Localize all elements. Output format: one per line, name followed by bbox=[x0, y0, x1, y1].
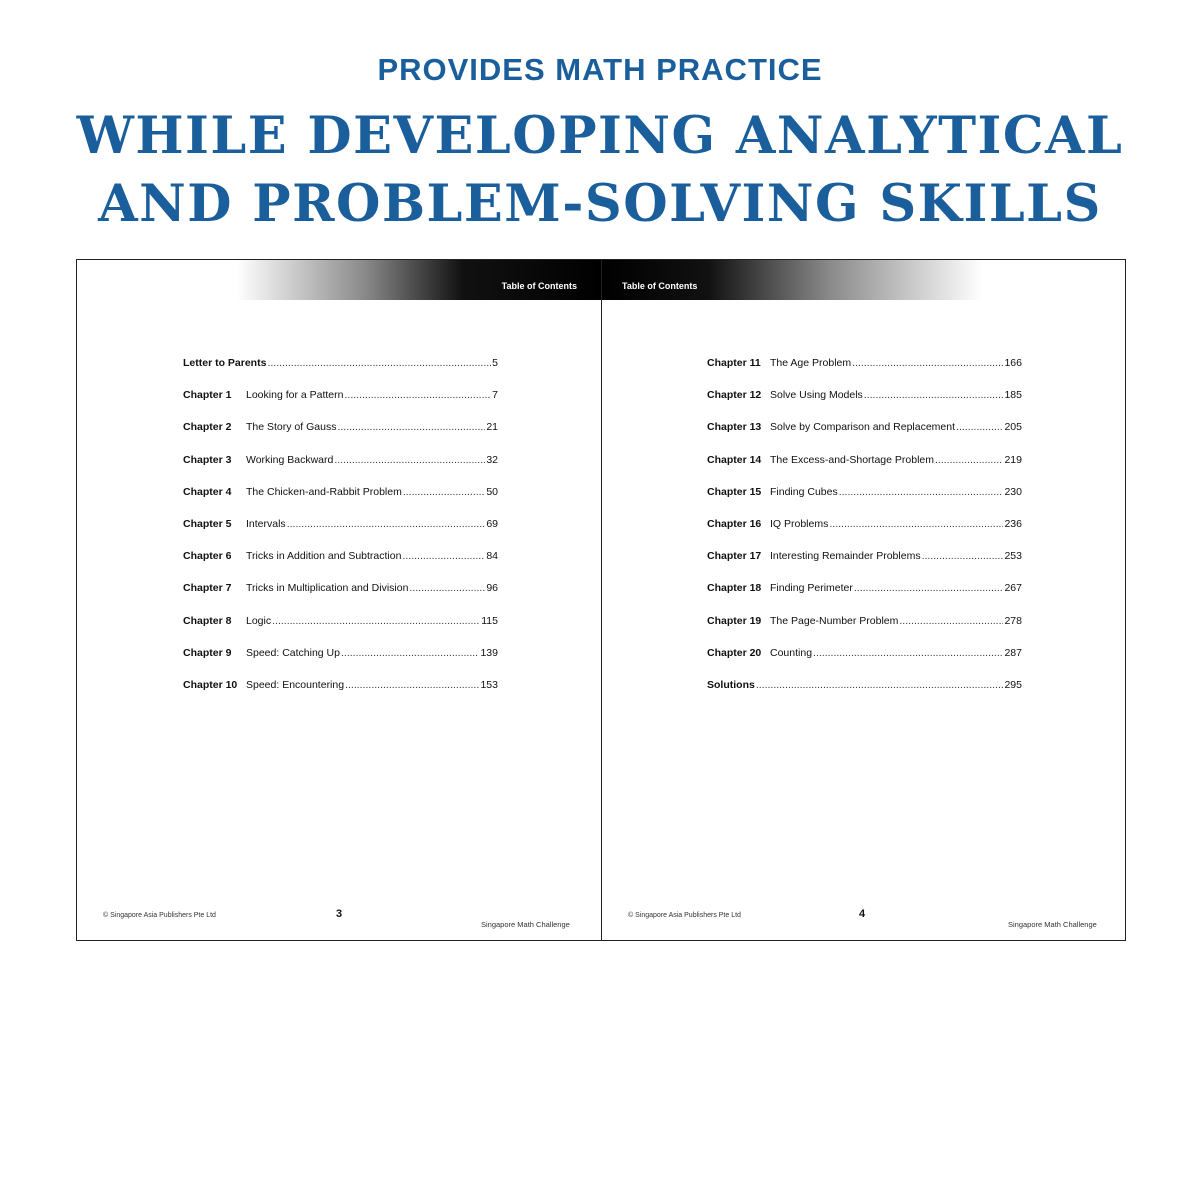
toc-entry bbox=[183, 582, 498, 614]
toc-chapter-label: Chapter 18 bbox=[707, 582, 762, 595]
toc-chapter-label: Chapter 9 bbox=[183, 646, 232, 659]
toc-dot-leader bbox=[956, 421, 1003, 433]
toc-entry-title: The Age Problem bbox=[770, 357, 852, 369]
left-footer-book-title: Singapore Math Challenge bbox=[481, 920, 570, 929]
headline-line-2: AND PROBLEM-SOLVING SKILLS bbox=[98, 174, 1102, 234]
toc-page-number: 5 bbox=[492, 357, 498, 369]
toc-page-number: 236 bbox=[1004, 517, 1022, 530]
toc-chapter-label: Chapter 3 bbox=[183, 453, 232, 466]
toc-entry-title: Finding Cubes bbox=[770, 485, 838, 498]
toc-chapter-label: Chapter 19 bbox=[707, 614, 762, 627]
toc-dot-leader bbox=[829, 518, 1003, 530]
book-spread bbox=[76, 259, 1126, 941]
toc-chapter-label: Chapter 14 bbox=[707, 453, 762, 466]
toc-entry-title: Solve Using Models bbox=[770, 389, 863, 402]
toc-dot-leader bbox=[345, 679, 479, 691]
toc-chapter-label: Chapter 11 bbox=[707, 357, 761, 369]
toc-entry-title: Tricks in Addition and Subtraction bbox=[246, 550, 402, 563]
toc-entry bbox=[707, 647, 1022, 679]
toc-entry-title: The Chicken-and-Rabbit Problem bbox=[246, 485, 402, 498]
toc-entry bbox=[183, 550, 498, 582]
toc-dot-leader bbox=[337, 421, 485, 433]
toc-entry bbox=[707, 679, 1022, 711]
toc-dot-leader bbox=[341, 647, 479, 659]
toc-page-number: 84 bbox=[486, 550, 498, 563]
toc-chapter-label: Chapter 13 bbox=[707, 421, 762, 434]
toc-entry bbox=[183, 647, 498, 679]
toc-dot-leader bbox=[272, 615, 480, 627]
toc-dot-leader bbox=[935, 454, 1003, 466]
toc-entry-title: Interesting Remainder Problems bbox=[770, 550, 921, 563]
toc-chapter-label: Chapter 20 bbox=[707, 646, 762, 659]
right-footer-book-title: Singapore Math Challenge bbox=[1008, 920, 1097, 929]
left-page bbox=[77, 260, 601, 940]
toc-entry-title: Counting bbox=[770, 646, 813, 659]
toc-page-number: 166 bbox=[1004, 357, 1022, 369]
toc-entry-title: Logic bbox=[246, 614, 272, 627]
toc-dot-leader bbox=[854, 582, 1004, 594]
toc-entry-title: Solve by Comparison and Replacement bbox=[770, 421, 956, 434]
toc-dot-leader bbox=[813, 647, 1003, 659]
toc-chapter-label: Chapter 17 bbox=[707, 550, 762, 563]
toc-entry-title: The Story of Gauss bbox=[246, 421, 337, 434]
toc-page-number: 21 bbox=[486, 421, 498, 434]
toc-page-number: 205 bbox=[1004, 421, 1022, 434]
toc-entry-title: Letter to Parents bbox=[183, 357, 267, 369]
toc-entry bbox=[183, 486, 498, 518]
toc-entry bbox=[707, 357, 1022, 389]
toc-chapter-label: Chapter 5 bbox=[183, 517, 232, 530]
toc-entry bbox=[183, 421, 498, 453]
toc-entry bbox=[183, 679, 498, 711]
toc-chapter-label: Chapter 2 bbox=[183, 421, 232, 434]
toc-entry-title: Finding Perimeter bbox=[770, 582, 853, 595]
toc-page-number: 230 bbox=[1004, 485, 1022, 498]
toc-dot-leader bbox=[287, 518, 486, 530]
toc-entry-title: IQ Problems bbox=[770, 517, 829, 530]
toc-entry bbox=[183, 454, 498, 486]
toc-dot-leader bbox=[839, 486, 1004, 498]
toc-page-number: 153 bbox=[480, 678, 498, 691]
toc-dot-leader bbox=[267, 357, 491, 369]
headline-subtitle: PROVIDES MATH PRACTICE bbox=[377, 52, 823, 87]
right-footer-page-number: 4 bbox=[859, 908, 866, 920]
toc-chapter-label: Chapter 4 bbox=[183, 485, 232, 498]
toc-dot-leader bbox=[864, 389, 1004, 401]
toc-page-number: 139 bbox=[480, 646, 498, 659]
toc-chapter-label: Chapter 10 bbox=[183, 678, 238, 691]
toc-page-number: 219 bbox=[1004, 453, 1022, 466]
toc-entry-title: The Page-Number Problem bbox=[770, 614, 899, 627]
toc-dot-leader bbox=[334, 454, 485, 466]
toc-entry-title: Working Backward bbox=[246, 453, 334, 466]
toc-entry-title: Speed: Encountering bbox=[246, 678, 345, 691]
toc-chapter-label: Chapter 8 bbox=[183, 614, 232, 627]
headline-line-1: WHILE DEVELOPING ANALYTICAL bbox=[76, 106, 1124, 166]
toc-chapter-label: Chapter 15 bbox=[707, 485, 762, 498]
toc-page-number: 253 bbox=[1004, 550, 1022, 563]
toc-dot-leader bbox=[403, 486, 485, 498]
toc-entry bbox=[707, 486, 1022, 518]
toc-page-number: 295 bbox=[1004, 678, 1022, 691]
toc-entry-title: Looking for a Pattern bbox=[246, 389, 344, 402]
right-toc-list bbox=[707, 357, 1022, 711]
toc-dot-leader bbox=[899, 615, 1003, 627]
right-header-bar bbox=[602, 260, 982, 300]
toc-page-number: 7 bbox=[492, 389, 498, 402]
toc-entry-title: Speed: Catching Up bbox=[246, 646, 340, 659]
toc-chapter-label: Chapter 12 bbox=[707, 389, 762, 402]
toc-page-number: 69 bbox=[486, 517, 498, 530]
toc-dot-leader bbox=[344, 389, 491, 401]
toc-entry-title: Tricks in Multiplication and Division bbox=[246, 582, 409, 595]
toc-page-number: 185 bbox=[1004, 389, 1022, 402]
toc-dot-leader bbox=[922, 550, 1004, 562]
toc-entry-title: Solutions bbox=[707, 678, 755, 691]
toc-entry bbox=[183, 518, 498, 550]
toc-page-number: 50 bbox=[486, 485, 498, 498]
toc-page-number: 278 bbox=[1004, 614, 1022, 627]
toc-chapter-label: Chapter 6 bbox=[183, 550, 232, 563]
toc-entry bbox=[707, 582, 1022, 614]
toc-page-number: 96 bbox=[486, 582, 498, 595]
toc-entry bbox=[707, 421, 1022, 453]
left-footer-page-number: 3 bbox=[336, 908, 343, 920]
toc-entry-title: Intervals bbox=[246, 517, 286, 530]
right-header-label: Table of Contents bbox=[622, 281, 698, 291]
toc-entry bbox=[183, 615, 498, 647]
left-header-label: Table of Contents bbox=[501, 281, 577, 291]
toc-chapter-label: Chapter 7 bbox=[183, 582, 232, 595]
toc-chapter-label: Chapter 1 bbox=[183, 389, 232, 402]
left-toc-list bbox=[183, 357, 498, 711]
toc-page-number: 287 bbox=[1004, 646, 1022, 659]
toc-entry bbox=[707, 550, 1022, 582]
toc-entry bbox=[183, 389, 498, 421]
toc-entry bbox=[707, 615, 1022, 647]
toc-dot-leader bbox=[409, 582, 485, 594]
right-footer-copyright: © Singapore Asia Publishers Pte Ltd bbox=[628, 912, 741, 919]
toc-entry bbox=[707, 518, 1022, 550]
toc-entry bbox=[707, 454, 1022, 486]
toc-entry bbox=[183, 357, 498, 389]
toc-entry bbox=[707, 389, 1022, 421]
toc-page-number: 115 bbox=[481, 614, 498, 627]
left-footer-copyright: © Singapore Asia Publishers Pte Ltd bbox=[103, 912, 216, 919]
toc-chapter-label: Chapter 16 bbox=[707, 517, 762, 530]
toc-dot-leader bbox=[402, 550, 485, 562]
left-header-bar bbox=[237, 260, 601, 300]
toc-entry-title: The Excess-and-Shortage Problem bbox=[770, 453, 934, 466]
toc-dot-leader bbox=[852, 357, 1003, 369]
toc-page-number: 32 bbox=[486, 453, 498, 466]
toc-dot-leader bbox=[756, 679, 1004, 691]
right-page bbox=[602, 260, 1126, 940]
toc-page-number: 267 bbox=[1004, 582, 1022, 595]
